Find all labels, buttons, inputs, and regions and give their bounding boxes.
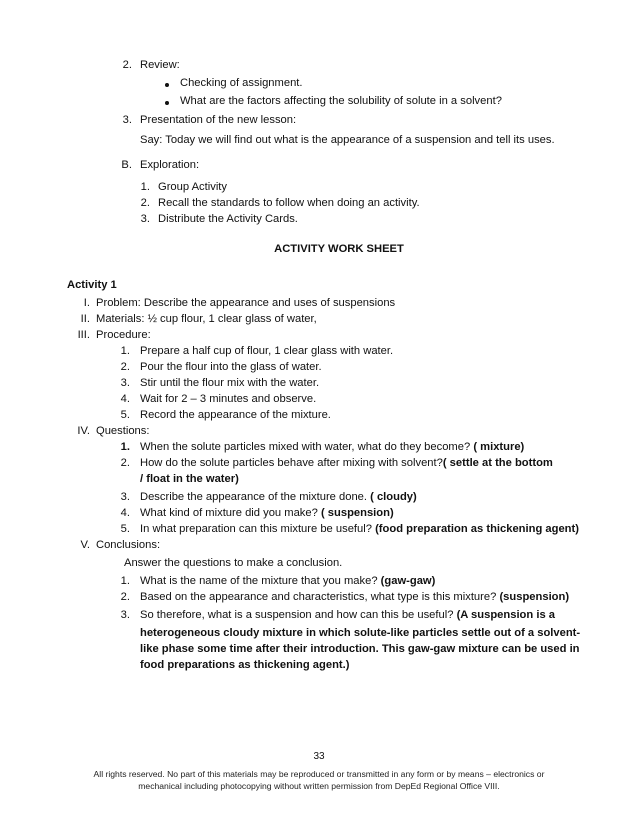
question-answer: ( cloudy) [370,491,417,503]
conclusion-number: 2. [120,591,130,603]
procedure-label: Procedure: [96,329,151,341]
presentation-label: Presentation of the new lesson: [140,114,297,126]
procedure-step-number: 3. [120,377,130,389]
materials-text: Materials: ½ cup flour, 1 clear glass of water, [96,313,317,325]
exploration-item-number: 3. [140,213,150,225]
conclusions-numeral: V. [80,539,90,551]
conclusion-answer: (suspension) [499,591,570,603]
exploration-letter: B. [121,159,132,171]
exploration-item: Group Activity [158,181,228,193]
presentation-number: 3. [122,114,132,126]
question-number: 4. [120,507,130,519]
procedure-step-number: 1. [120,345,130,357]
exploration-item: Distribute the Activity Cards. [158,213,298,225]
question-3 [140,490,417,504]
bullet-icon [165,101,169,105]
conclusion-3 [140,608,555,622]
procedure-step: Record the appearance of the mixture. [140,409,331,421]
question-answer: (food preparation as thickening agent) [375,523,579,535]
question-text: When the solute particles mixed with water, what do they become? [140,441,471,453]
procedure-step-number: 2. [120,361,130,373]
procedure-step: Pour the flour into the glass of water. [140,361,322,373]
conclusions-label: Conclusions: [96,539,161,551]
conclusion-text: Based on the appearance and characteristics, what type is this mixture? [140,591,497,603]
procedure-step: Prepare a half cup of flour, 1 clear glass with water. [140,345,394,357]
procedure-step: Wait for 2 – 3 minutes and observe. [140,393,317,405]
problem-text: Problem: Describe the appearance and uses of suspensions [96,297,396,309]
question-number: 3. [120,491,130,503]
conclusion-answer-line: heterogeneous cloudy mixture in which solute-like particles settle out of a solvent- [140,627,581,639]
page-number: 33 [313,751,325,762]
conclusion-number: 3. [120,609,130,621]
exploration-label: Exploration: [140,159,200,171]
question-number: 2. [120,457,130,469]
worksheet-title: ACTIVITY WORK SHEET [274,243,404,255]
questions-numeral: IV. [77,425,90,437]
question-4 [140,506,394,520]
question-answer: ( suspension) [320,507,394,519]
question-2 [140,456,553,470]
materials-numeral: II. [80,313,90,325]
conclusion-answer: (A suspension is a [456,609,555,621]
question-answer: ( settle at the bottom [442,457,553,469]
footer-line-1: All rights reserved. No part of this materials may be reproduced or transmitted in any form or by means – electronics or [93,769,545,779]
conclusion-number: 1. [120,575,130,587]
review-label: Review: [140,59,180,71]
activity-title: Activity 1 [67,279,117,291]
question-text: Describe the appearance of the mixture done. [140,491,367,503]
conclusion-text: So therefore, what is a suspension and how can this be useful? [140,609,454,621]
procedure-step: Stir until the flour mix with the water. [140,377,320,389]
conclusion-2 [140,590,569,604]
question-text: How do the solute particles behave after mixing with solvent? [140,457,443,469]
question-1 [140,440,524,454]
procedure-step-number: 5. [120,409,130,421]
question-text: What kind of mixture did you make? [140,507,318,519]
procedure-step-number: 4. [120,393,130,405]
question-number: 5. [120,523,130,535]
question-5 [140,522,579,536]
review-bullet-2: What are the factors affecting the solubility of solute in a solvent? [180,95,502,107]
conclusion-answer-line: food preparations as thickening agent.) [140,659,350,671]
conclusions-intro: Answer the questions to make a conclusion. [124,557,343,569]
exploration-item-number: 2. [140,197,150,209]
review-bullet-1: Checking of assignment. [180,77,303,89]
footer-line-2: mechanical including photocopying without written permission from DepEd Regional Office VIII. [138,781,500,791]
question-text: In what preparation can this mixture be useful? [140,523,372,535]
exploration-item: Recall the standards to follow when doing an activity. [158,197,420,209]
presentation-say: Say: Today we will find out what is the appearance of a suspension and tell its uses. [140,134,555,146]
question-answer: ( mixture) [473,441,525,453]
bullet-icon [165,83,169,87]
conclusion-answer: (gaw-gaw) [380,575,436,587]
exploration-item-number: 1. [140,181,150,193]
conclusion-text: What is the name of the mixture that you make? [140,575,378,587]
review-number: 2. [122,59,132,71]
procedure-numeral: III. [77,329,90,341]
question-number: 1. [120,441,130,453]
conclusion-answer-line: like phase some time after their introduction. This gaw-gaw mixture can be used in [140,643,580,655]
question-answer-continued: / float in the water) [140,473,239,485]
questions-label: Questions: [96,425,150,437]
conclusion-1 [140,574,435,588]
problem-numeral: I. [83,297,90,309]
